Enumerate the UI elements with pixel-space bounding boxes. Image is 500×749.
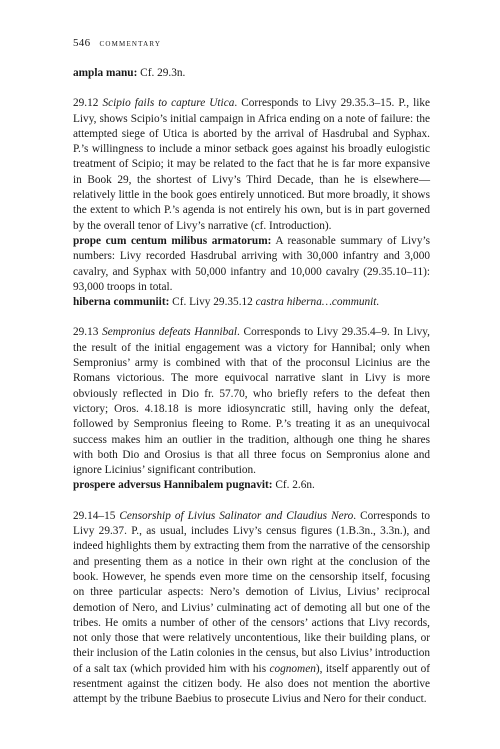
lemma-note: Cf. 2.6n. (272, 479, 315, 492)
section-29-12 (73, 96, 430, 234)
section-number: 29.13 (73, 326, 103, 339)
lemma-hiberna-communiit (73, 295, 430, 310)
section-text: . Corresponds to Livy 29.35.3–15. P., like Livy, shows Scipio’s initial campaign in Africa ending on a note of failure: the attempted siege of Utica is aborted by the arrival of Hasdrubal and Syphax. P.’s willingness to include a minor setback goes against his broadly eulogistic treatment of Scipio; it may be related to the fact that he is far more expansive in Book 29, the shortest of Livy’s Third Decade, than he is elsewhere—relatively little in the book goes entirely unnoticed. But more broadly, it shows the extent to which P.’s agenda is not entirely his own, but is in part governed by the overall tenor of Livy’s narrative (cf. Introduction). (73, 97, 431, 232)
lemma-note: Cf. Livy 29.35.12 (169, 296, 256, 309)
lemma-term: prope cum centum milibus armatorum: (73, 234, 272, 247)
lemma-prospere-adversus (73, 478, 430, 493)
section-text: . Corresponds to Livy 29.35.4–9. In Livy, the result of the initial engagement was a victory for Hannibal; only when Sempronius’ army is combined with that of the proconsul Licinius are the Romans victorious. The more equivocal narrative slant in Livy is more obviously reflected in Dio fr. 57.70, who briefly refers to the defeat then victory; Oros. 4.18.18 is more idiosyncratic still, having only the defeat, followed by Sempronius fleeing to Rome. P.’s treating it as an unequivocal success makes him an outlier in the tradition, although one thing he shares with both Dio and Orosius is that all three focus on Sempronius alone and ignore Licinius’ significant contribution. (73, 326, 430, 477)
lemma-prope-cum-centum (73, 234, 430, 295)
section-number: 29.14–15 (73, 509, 120, 522)
lemma-term: ampla manu: (73, 67, 138, 79)
section-number: 29.12 (73, 97, 103, 110)
lemma-ampla-manu (73, 66, 430, 81)
section-title: Scipio fails to capture Utica (102, 97, 235, 110)
page-number: 546 (73, 37, 91, 49)
lemma-quote: castra hiberna…communit. (255, 296, 380, 309)
lemma-term: hiberna communiit: (73, 296, 170, 309)
section-29-13 (73, 325, 430, 478)
section-title: Censorship of Livius Salinator and Claudius Nero (119, 509, 354, 522)
italic-term: cognomen (269, 662, 316, 675)
section-text-cont: ), itself apparently out of resentment against the citizen body. He also does not mention the abortive attempt by the tribune Baebius to prosecute Livius and Nero for their conduct. (73, 662, 430, 706)
section-29-14-15 (73, 509, 430, 708)
lemma-note: A reasonable summary of Livy’s numbers: Livy recorded Hasdrubal arriving with 30,000 infantry and 3,000 cavalry, and Syphax with 50,000 infantry and 10,000 cavalry (29.35.10–11): 93,000 troops in total. (73, 234, 430, 293)
running-head (73, 37, 161, 49)
commentary-body (73, 66, 430, 708)
running-title: commentary (99, 38, 162, 49)
lemma-note: Cf. 29.3n. (137, 67, 186, 79)
section-title: Sempronius defeats Hannibal (102, 326, 238, 339)
lemma-term: prospere adversus Hannibalem pugnavit: (73, 479, 273, 492)
section-text: . Corresponds to Livy 29.37. P., as usual, includes Livy’s census figures (1.B.3n., 3.3n.), and indeed highlights them by extracting them from the narrative of the censorship and presenting them as a notice in their own right at the conclusion of the book. However, he spends even more time on the censorship itself, focusing on three particular aspects: Nero’s demotion of Livius, Livius’ reciprocal demotion of Nero, and Livius’ culminating act of demoting all but one of the tribes. He omits a number of other of the censors’ actions that Livy records, not only those that were relatively uncontentious, like their building plans, or their inclusion of the Latin colonies in the census, but also Livius’ introduction of a salt tax (which provided him with his (73, 509, 430, 675)
